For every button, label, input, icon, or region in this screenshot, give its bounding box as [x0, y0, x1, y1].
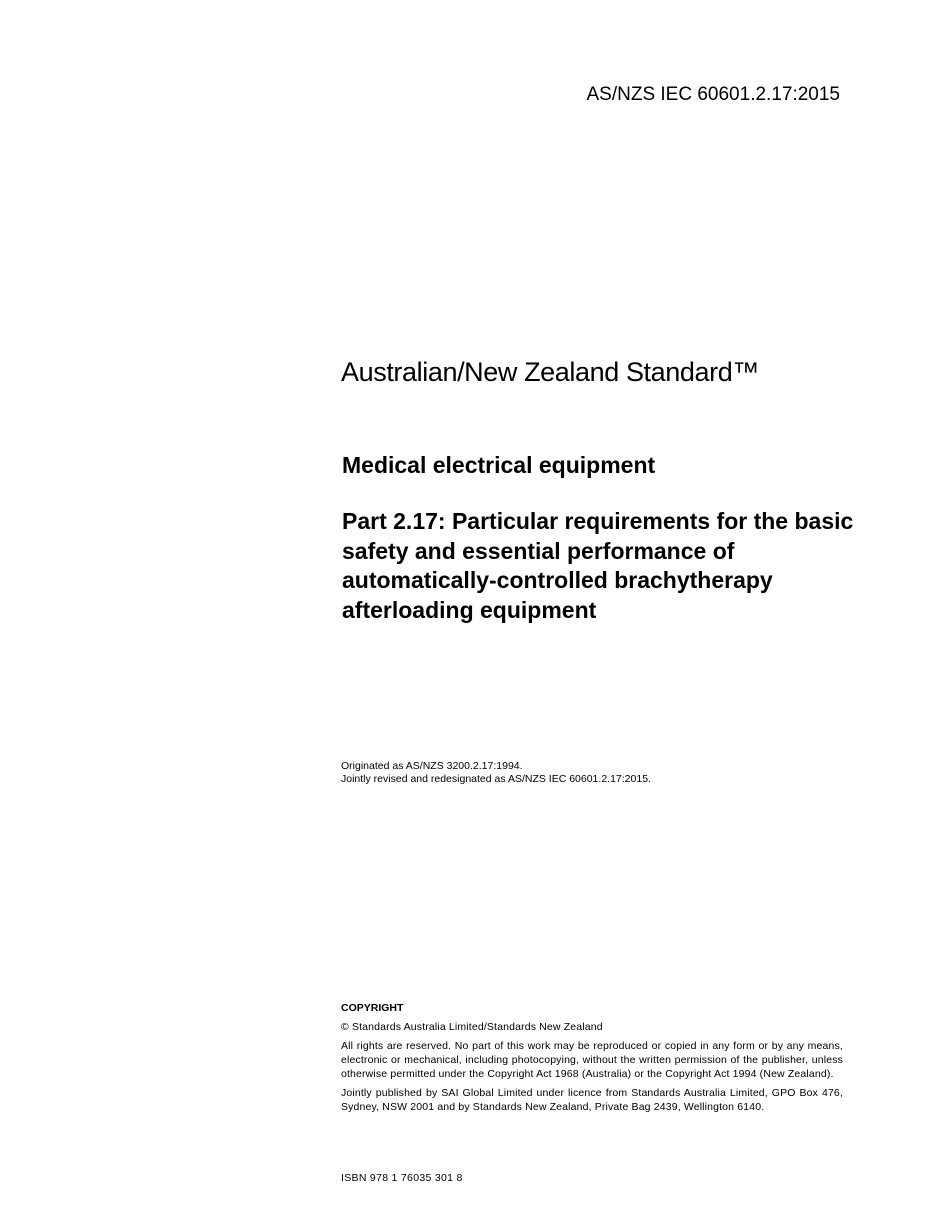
copyright-block — [341, 1001, 843, 1119]
history-notes — [341, 760, 651, 786]
copyright-rights: All rights are reserved. No part of this work may be reproduced or copied in any form or by any means, electronic or mechanical, including photocopying, without the written permission of the publisher, unless otherwise permitted under the Copyright Act 1968 (Australia) or the Copyright Act 1994 (New Zealand). — [341, 1040, 843, 1080]
history-originated: Originated as AS/NZS 3200.2.17:1994. — [341, 760, 523, 772]
title-part: Part 2.17: Particular requirements for the basic safety and essential performance of automatically-controlled brachytherapy afterloading equipment — [342, 508, 854, 623]
copyright-owner: © Standards Australia Limited/Standards New Zealand — [341, 1021, 603, 1033]
title-main: Medical electrical equipment — [342, 452, 656, 478]
copyright-heading: COPYRIGHT — [341, 1002, 404, 1014]
document-number: AS/NZS IEC 60601.2.17:2015 — [586, 84, 840, 105]
history-revised: Jointly revised and redesignated as AS/NZS IEC 60601.2.17:2015. — [341, 773, 651, 785]
copyright-publisher: Jointly published by SAI Global Limited under licence from Standards Australia Limited, GPO Box 476, Sydney, NSW 2001 and by Standards New Zealand, Private Bag 2439, Wellington 6140. — [341, 1087, 843, 1113]
isbn: ISBN 978 1 76035 301 8 — [341, 1172, 463, 1184]
standard-heading: Australian/New Zealand Standard™ — [341, 357, 759, 387]
